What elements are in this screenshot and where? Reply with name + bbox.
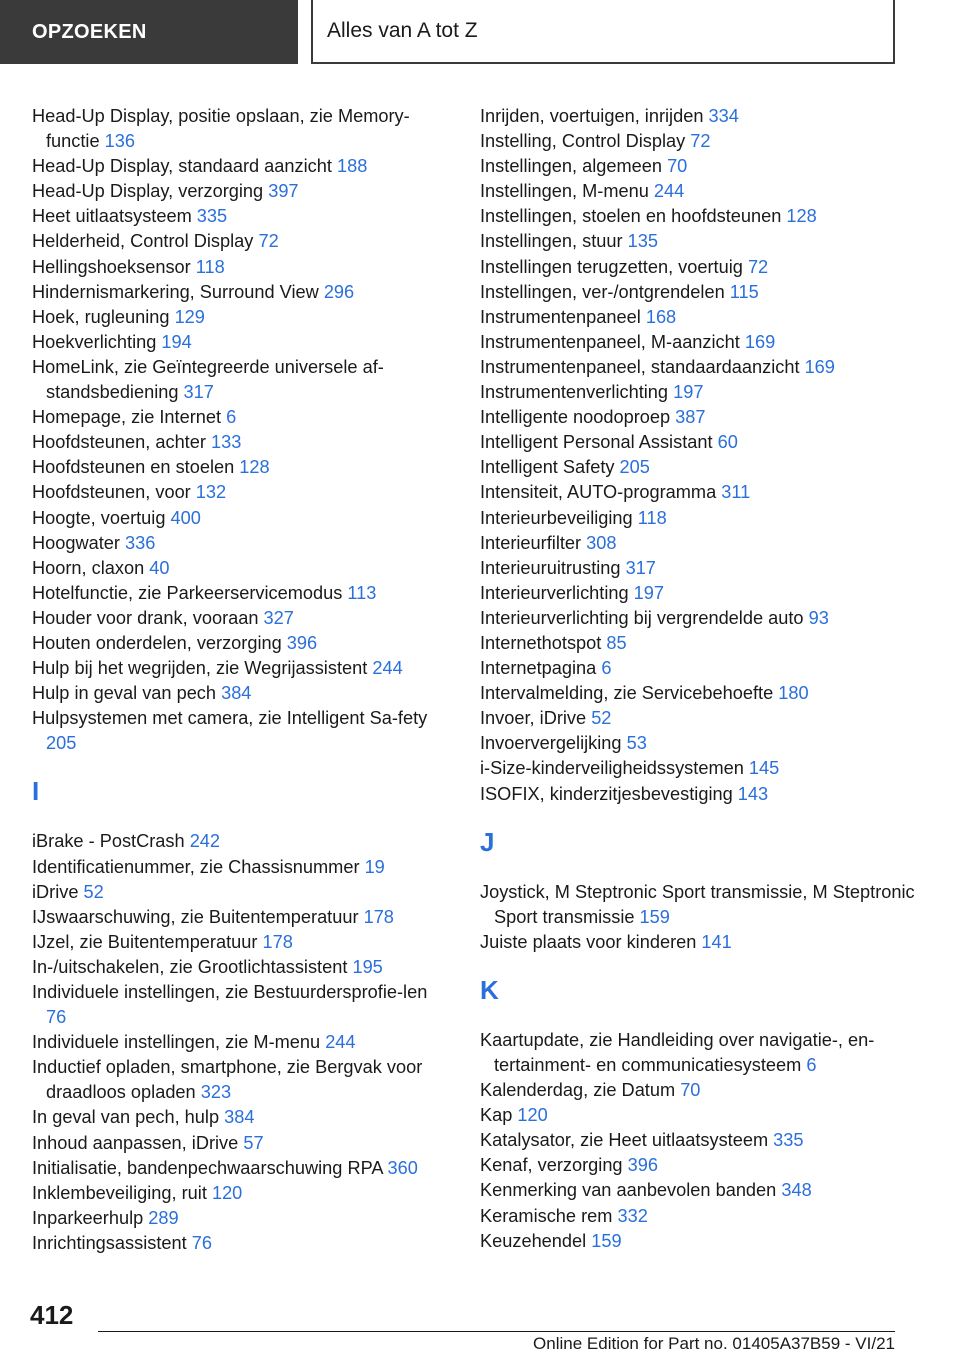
index-entry-text: Keuzehendel [480, 1230, 592, 1251]
index-entry-text: Instrumentenpaneel, M-aanzicht [480, 331, 745, 352]
index-entry [480, 405, 920, 430]
footer-divider [98, 1331, 895, 1332]
page-header [0, 0, 960, 66]
page-reference-link[interactable]: 360 [387, 1157, 418, 1178]
page-reference-link[interactable]: 72 [258, 231, 279, 252]
page-reference-link[interactable]: 332 [617, 1205, 648, 1226]
index-entry [32, 179, 452, 204]
index-entry [480, 104, 920, 129]
index-entry [32, 930, 452, 955]
index-entry-text: Individuele instellingen, zie Bestuurdersprofie-len [32, 982, 428, 1002]
index-entry [32, 631, 452, 656]
page-reference-link[interactable]: 115 [729, 281, 759, 302]
index-entry [32, 1231, 452, 1256]
index-entry-text: Hoogwater [32, 532, 126, 553]
page-reference-link[interactable]: 6 [226, 407, 237, 428]
index-entry-text: i-Size-kinderveiligheidssystemen [480, 758, 749, 779]
index-entry [32, 531, 452, 556]
index-entry-text: Inparkeerhulp [32, 1207, 149, 1228]
index-entry-text: Instellingen, stuur [480, 231, 628, 252]
index-entry [32, 1206, 452, 1231]
index-entry [32, 1131, 452, 1156]
index-entry-text: Instrumentenverlichting [480, 382, 674, 403]
index-entry [480, 204, 920, 229]
index-entry-text: Heet uitlaatsysteem [32, 206, 197, 227]
page-reference-link[interactable]: 335 [773, 1130, 804, 1151]
index-entry [32, 880, 452, 905]
index-entry-text: Intervalmelding, zie Servicebehoefte [480, 683, 779, 704]
index-entry-text: ISOFIX, kinderzitjesbevestiging [480, 783, 738, 804]
index-entry-text: Instellingen terugzetten, voertuig [480, 256, 748, 277]
page-reference-link[interactable]: 348 [781, 1180, 812, 1201]
page-reference-link[interactable]: 384 [224, 1107, 255, 1128]
index-entry [32, 681, 452, 706]
index-entry [480, 581, 920, 606]
page-reference-link[interactable]: 335 [196, 206, 228, 227]
page-reference-link[interactable]: 19 [364, 856, 385, 877]
index-entry-text: Hindernismarkering, Surround View [32, 281, 324, 302]
page-reference-link[interactable]: 194 [161, 331, 192, 352]
page-number: 412 [30, 1300, 74, 1330]
page-reference-link[interactable]: 145 [748, 758, 780, 779]
index-entry-text: Keramische rem [480, 1205, 618, 1226]
index-entry [480, 631, 920, 656]
page-reference-link[interactable]: 317 [625, 557, 656, 578]
page-reference-link[interactable]: 159 [591, 1230, 622, 1251]
index-entry-text: Invoer, iDrive [480, 708, 592, 729]
index-entry [32, 405, 452, 430]
index-entry [32, 606, 452, 631]
index-entry-text: Instelling, Control Display [480, 131, 691, 152]
index-letter-heading: J [480, 826, 495, 857]
index-entry-text: Hulp in geval van pech [32, 683, 222, 704]
page-reference-link[interactable]: 311 [721, 482, 751, 503]
index-entry [32, 204, 452, 229]
index-entry [480, 1153, 920, 1178]
index-entry-text: Interieurverlichting bij vergrendelde auto [480, 607, 809, 628]
index-entry-text: Inklembeveiliging, ruit [32, 1182, 212, 1203]
page-reference-link[interactable]: 128 [239, 457, 270, 478]
index-entry [480, 1128, 920, 1153]
index-column-right [480, 104, 920, 1254]
index-entry [480, 782, 920, 807]
page-reference-link[interactable]: 113 [347, 582, 377, 603]
page-reference-link[interactable]: 242 [189, 831, 221, 852]
page-reference-link[interactable]: 135 [627, 231, 658, 252]
index-entry [480, 154, 920, 179]
index-entry [480, 606, 920, 631]
page-reference-link[interactable]: 72 [747, 256, 769, 277]
index-entry [480, 355, 920, 380]
page-reference-link[interactable]: 168 [645, 306, 677, 327]
index-entry-text: Interieurbeveiliging [480, 507, 638, 528]
index-entry [480, 756, 920, 781]
section-tab[interactable]: OPZOEKEN [0, 0, 298, 64]
index-entry [32, 855, 452, 880]
index-entry [32, 506, 452, 531]
page-reference-link[interactable]: 85 [606, 632, 627, 653]
page-reference-link[interactable]: 178 [262, 931, 293, 952]
page-reference-link[interactable]: 317 [183, 382, 214, 403]
index-entry-text: Head-Up Display, verzorging [32, 181, 269, 202]
index-entry [32, 229, 452, 254]
page-reference-link[interactable]: 129 [174, 306, 205, 327]
index-entry-text: In-/uitschakelen, zie Grootlichtassistent [32, 956, 353, 977]
page-reference-link[interactable]: 387 [675, 407, 706, 428]
index-entry-text: HomeLink, zie Geïntegreerde universele af-standsbediening [32, 356, 384, 403]
index-entry [480, 506, 920, 531]
index-entry [480, 531, 920, 556]
index-entry-text: Homepage, zie Internet [32, 407, 227, 428]
index-entry [480, 330, 920, 355]
index-column-left [32, 104, 452, 1256]
index-entry-text: Hoek, rugleuning [32, 306, 175, 327]
index-entry [480, 129, 920, 154]
page-reference-link[interactable]: 244 [653, 181, 685, 202]
page-reference-link[interactable]: 60 [717, 432, 738, 453]
page-reference-link[interactable]: 396 [627, 1155, 658, 1176]
page-reference-link[interactable]: 397 [268, 181, 299, 202]
index-entry [480, 455, 920, 480]
index-letter-heading: K [480, 974, 499, 1005]
index-entry [480, 731, 920, 756]
page-reference-link[interactable]: 132 [195, 482, 227, 503]
index-entry-text: Hotelfunctie, zie Parkeerservicemodus [32, 582, 348, 603]
index-entry [32, 955, 452, 980]
page-reference-link[interactable]: 6 [601, 658, 612, 679]
index-entry-text: Inductief opladen, smartphone, zie Bergvak voor draadloos opladen [32, 1057, 423, 1103]
index-entry-text: Initialisatie, bandenpechwaarschuwing RPA [32, 1157, 388, 1178]
page-reference-link[interactable]: 76 [46, 1007, 67, 1028]
index-entry-text: Houder voor drank, vooraan [32, 607, 264, 628]
index-entry-text: Kenaf, verzorging [480, 1155, 628, 1176]
index-entry [32, 305, 452, 330]
index-entry [480, 179, 920, 204]
index-entry-text: IJzel, zie Buitentemperatuur [32, 931, 263, 952]
index-entry [32, 1156, 452, 1181]
page-reference-link[interactable]: 120 [517, 1105, 548, 1126]
index-entry [480, 1229, 920, 1254]
page-reference-link[interactable]: 70 [680, 1080, 701, 1101]
page-reference-link[interactable]: 289 [148, 1207, 179, 1228]
index-entry [480, 1028, 920, 1078]
page-reference-link[interactable]: 93 [808, 607, 829, 628]
page-reference-link[interactable]: 120 [211, 1182, 243, 1203]
index-entry [480, 380, 920, 405]
page-reference-link[interactable]: 308 [586, 532, 617, 553]
page-reference-link[interactable]: 334 [708, 106, 739, 126]
index-entry-text: Instrumentenpaneel, standaardaanzicht [480, 356, 805, 377]
index-entry-text: Joystick, M Steptronic Sport transmissie, M Steptronic Sport transmissie [480, 881, 915, 927]
index-entry [480, 430, 920, 455]
index-entry [32, 480, 452, 505]
index-entry-text: Kaartupdate, zie Handleiding over navigatie-, en-tertainment- en communicatiesysteem [480, 1029, 875, 1075]
index-entry-text: In geval van pech, hulp [32, 1107, 225, 1128]
index-entry-text: Instrumentenpaneel [480, 306, 646, 327]
page-reference-link[interactable]: 52 [591, 708, 612, 729]
index-entry [32, 330, 452, 355]
index-entry [480, 280, 920, 305]
index-letter-heading: I [32, 776, 40, 807]
index-entry-text: Hoofdsteunen en stoelen [32, 457, 240, 478]
index-entry [32, 1181, 452, 1206]
index-entry-text: Hoogte, voertuig [32, 507, 171, 528]
index-entry-text: Instellingen, M-menu [480, 181, 654, 202]
edition-note: Online Edition for Part no. 01405A37B59 - VI/21 [533, 1334, 895, 1353]
page-reference-link[interactable]: 384 [221, 683, 252, 704]
index-entry [480, 480, 920, 505]
page-reference-link[interactable]: 70 [667, 156, 688, 177]
page-reference-link[interactable]: 136 [104, 131, 135, 152]
index-entry-text: IJswaarschuwing, zie Buitentemperatuur [32, 906, 364, 927]
index-entry [480, 1178, 920, 1203]
index-entry-text: Kap [480, 1105, 518, 1126]
index-entry-text: Instellingen, stoelen en hoofdsteunen [480, 206, 787, 227]
index-entry-text: Head-Up Display, positie opslaan, zie Memory-functie [32, 106, 410, 152]
page-reference-link[interactable]: 52 [83, 881, 104, 902]
index-entry [32, 1030, 452, 1055]
index-entry-text: Inrichtingsassistent [32, 1232, 192, 1253]
index-entry [32, 1105, 452, 1130]
page-reference-link[interactable]: 72 [690, 131, 711, 152]
page-reference-link[interactable]: 296 [323, 281, 355, 302]
page-reference-link[interactable]: 205 [46, 733, 77, 754]
index-entry-text: Houten onderdelen, verzorging [32, 632, 287, 653]
page-reference-link[interactable]: 327 [263, 607, 294, 628]
index-entry [32, 430, 452, 455]
index-entry [480, 255, 920, 280]
index-entry-text: Hoekverlichting [32, 331, 162, 352]
page-reference-link[interactable]: 118 [637, 507, 667, 528]
index-entry [480, 229, 920, 254]
index-entry-text: Individuele instellingen, zie M-menu [32, 1032, 326, 1053]
page-reference-link[interactable]: 143 [737, 783, 769, 804]
index-entry [32, 1055, 452, 1105]
index-entry [480, 706, 920, 731]
index-entry [32, 154, 452, 179]
index-entry [32, 829, 452, 854]
page-reference-link[interactable]: 195 [352, 956, 383, 977]
index-entry-text: Hulp bij het wegrijden, zie Wegrijassistent [32, 658, 373, 679]
page-reference-link[interactable]: 128 [786, 206, 817, 227]
index-entry [32, 980, 452, 1030]
index-entry [480, 1103, 920, 1128]
page-reference-link[interactable]: 400 [170, 507, 201, 528]
index-entry [32, 355, 452, 405]
index-entry-text: Inhoud aanpassen, iDrive [32, 1132, 244, 1153]
index-entry-text: Helderheid, Control Display [32, 231, 259, 252]
index-entry-text: Interieurfilter [480, 532, 587, 553]
page-reference-link[interactable]: 336 [125, 532, 156, 553]
page-reference-link[interactable]: 188 [336, 156, 368, 177]
index-entry [32, 656, 452, 681]
page-reference-link[interactable]: 178 [363, 906, 394, 927]
page-reference-link[interactable]: 197 [633, 582, 665, 603]
page-reference-link[interactable]: 159 [639, 906, 670, 927]
index-entry-text: Intelligente noodoproep [480, 407, 676, 428]
index-entry-text: Interieuruitrusting [480, 557, 626, 578]
page-reference-link[interactable]: 180 [778, 683, 809, 704]
page-reference-link[interactable]: 57 [243, 1132, 264, 1153]
index-entry-text: Kalenderdag, zie Datum [480, 1080, 681, 1101]
index-entry-text: Head-Up Display, standaard aanzicht [32, 156, 337, 177]
chapter-title: Alles van A tot Z [311, 0, 895, 64]
index-entry-text: Hoorn, claxon [32, 557, 150, 578]
index-entry-text: Intelligent Safety [480, 457, 620, 478]
index-entry-text: Interieurverlichting [480, 582, 634, 603]
index-entry [32, 280, 452, 305]
page-reference-link[interactable]: 141 [701, 931, 732, 952]
index-entry [480, 681, 920, 706]
page-reference-link[interactable]: 53 [626, 733, 647, 754]
index-entry-text: Instellingen, ver-/ontgrendelen [480, 281, 730, 302]
page-reference-link[interactable]: 323 [200, 1082, 232, 1103]
index-entry [480, 1078, 920, 1103]
index-entry-text: Instellingen, algemeen [480, 156, 668, 177]
index-entry-text: Identificatienummer, zie Chassisnummer [32, 856, 365, 877]
page-reference-link[interactable]: 244 [325, 1032, 356, 1053]
index-entry [480, 930, 920, 955]
index-entry-text: iBrake - PostCrash [32, 831, 190, 852]
index-entry-text: Kenmerking van aanbevolen banden [480, 1180, 782, 1201]
index-entry [32, 255, 452, 280]
index-entry [32, 104, 452, 154]
index-entry-text: Hoofdsteunen, achter [32, 432, 211, 453]
page-reference-link[interactable]: 169 [744, 331, 776, 352]
page-reference-link[interactable]: 6 [806, 1055, 817, 1075]
index-entry-text: Juiste plaats voor kinderen [480, 931, 702, 952]
index-entry [480, 656, 920, 681]
index-entry-text: Internetpagina [480, 658, 602, 679]
page-reference-link[interactable]: 244 [372, 658, 403, 679]
index-entry-text: Invoervergelijking [480, 733, 627, 754]
page-reference-link[interactable]: 169 [804, 356, 835, 377]
index-entry-text: Inrijden, voertuigen, inrijden [480, 106, 709, 126]
index-entry-text: Hoofdsteunen, voor [32, 482, 196, 503]
index-entry [32, 455, 452, 480]
page-reference-link[interactable]: 133 [210, 432, 242, 453]
index-entry-text: Internethotspot [480, 632, 607, 653]
page-reference-link[interactable]: 76 [191, 1232, 212, 1253]
index-entry-text: Intelligent Personal Assistant [480, 432, 718, 453]
index-entry [32, 556, 452, 581]
index-entry [480, 556, 920, 581]
index-entry [480, 305, 920, 330]
index-entry-text: iDrive [32, 881, 84, 902]
page-reference-link[interactable]: 197 [673, 382, 704, 403]
page-reference-link[interactable]: 205 [619, 457, 650, 478]
index-entry-text: Intensiteit, AUTO-programma [480, 482, 722, 503]
index-entry-text: Katalysator, zie Heet uitlaatsysteem [480, 1130, 774, 1151]
index-entry [32, 706, 452, 756]
index-entry [32, 581, 452, 606]
index-entry-text: Hulpsystemen met camera, zie Intelligent Sa-fety [32, 708, 428, 729]
index-entry [32, 905, 452, 930]
page-reference-link[interactable]: 118 [195, 256, 225, 277]
index-entry [480, 1204, 920, 1229]
index-entry [480, 880, 920, 930]
index-entry-text: Hellingshoeksensor [32, 256, 196, 277]
page-reference-link[interactable]: 40 [149, 557, 170, 578]
page-reference-link[interactable]: 396 [286, 632, 318, 653]
